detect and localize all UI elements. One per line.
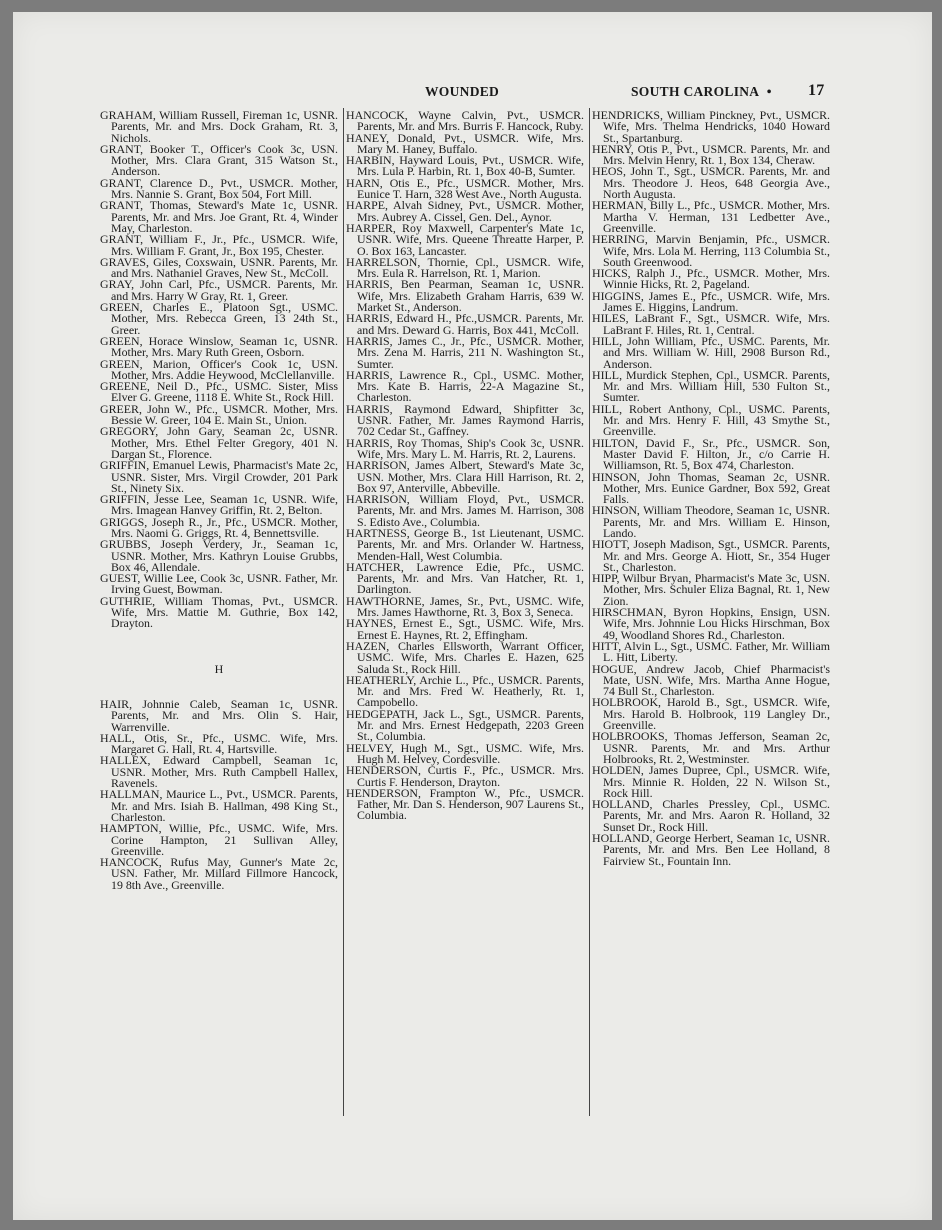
- casualty-entry: GREGORY, John Gary, Seaman 2c, USNR. Mother, Mrs. Ethel Felter Gregory, 401 N. Dargan St., Florence.: [100, 424, 338, 461]
- casualty-entry: HARRELSON, Thornie, Cpl., USMCR. Wife, Mrs. Eula R. Harrelson, Rt. 1, Marion.: [346, 254, 584, 281]
- casualty-entry: HARRISON, William Floyd, Pvt., USMCR. Parents, Mr. and Mrs. James M. Harrison, 308 S. Edisto Ave., Columbia.: [346, 492, 584, 529]
- casualty-entry: HIOTT, Joseph Madison, Sgt., USMCR. Parents, Mr. and Mrs. George A. Hiott, Sr., 354 Huger St., Charleston.: [592, 537, 830, 574]
- casualty-entry: HARTNESS, George B., 1st Lieutenant, USMC. Parents, Mr. and Mrs. Orlander W. Hartness, Menden-Hall, West Columbia.: [346, 525, 584, 563]
- casualty-entry: GREER, John W., Pfc., USMCR. Mother, Mrs. Bessie W. Greer, 104 E. Main St., Union.: [100, 401, 338, 428]
- casualty-entry: GRIFFIN, Jesse Lee, Seaman 1c, USNR. Wife, Mrs. Imagean Hanvey Griffin, Rt. 2, Belton.: [100, 492, 338, 518]
- casualty-entry: HAZEN, Charles Ellsworth, Warrant Officer, USMC. Wife, Mrs. Charles E. Hazen, 625 Saluda St., Rock Hill.: [346, 638, 584, 676]
- casualty-entry: HEDGEPATH, Jack L., Sgt., USMCR. Parents, Mr. and Mrs. Ernest Hedgepath, 2203 Green St., Columbia.: [346, 706, 584, 744]
- casualty-entry: HANCOCK, Rufus May, Gunner's Mate 2c, USN. Father, Mr. Millard Fillmore Hancock, 19 8th Ave., Greenville.: [100, 855, 338, 892]
- column-divider-1: [343, 108, 344, 1116]
- document-page: [13, 12, 932, 1220]
- casualty-entry: HAYNES, Ernest E., Sgt., USMC. Wife, Mrs. Ernest E. Haynes, Rt. 2, Effingham.: [346, 616, 584, 642]
- casualty-entry: HIPP, Wilbur Bryan, Pharmacist's Mate 3c, USN. Mother, Mrs. Schuler Eliza Bagnal, Rt. 1, New Zion.: [592, 571, 830, 608]
- casualty-entry: HERRING, Marvin Benjamin, Pfc., USMCR. Wife, Mrs. Lola M. Herring, 113 Columbia St., South Greenwood.: [592, 232, 830, 269]
- casualty-entry: GRIFFIN, Emanuel Lewis, Pharmacist's Mate 2c, USNR. Sister, Mrs. Virgil Crowder, 201 Park St., Ninety Six.: [100, 458, 338, 495]
- casualty-entry: GUTHRIE, William Thomas, Pvt., USMCR. Wife, Mrs. Mattie M. Guthrie, Box 142, Drayton.: [100, 593, 338, 631]
- casualty-entry: HEOS, John T., Sgt., USMCR. Parents, Mr. and Mrs. Theodore J. Heos, 648 Georgia Ave., North Augusta.: [592, 164, 830, 202]
- casualty-entry: HALLMAN, Maurice L., Pvt., USMCR. Parents, Mr. and Mrs. Isiah B. Hallman, 498 King St., Charleston.: [100, 787, 338, 824]
- casualty-entry: HICKS, Ralph J., Pfc., USMCR. Mother, Mrs. Winnie Hicks, Rt. 2, Pageland.: [592, 266, 830, 292]
- casualty-entry: HOLBROOKS, Thomas Jefferson, Seaman 2c, USNR. Parents, Mr. and Mrs. Arthur Holbrooks, Rt. 2, Westminster.: [592, 729, 830, 766]
- casualty-entry: HOLLAND, George Herbert, Seaman 1c, USNR. Parents, Mr. and Mrs. Ben Lee Holland, 8 Fairview St., Fountain Inn.: [592, 831, 830, 868]
- casualty-entry: GRANT, Booker T., Officer's Cook 3c, USN. Mother, Mrs. Clara Grant, 315 Watson St., Anderson.: [100, 141, 338, 179]
- casualty-entry: HINSON, William Theodore, Seaman 1c, USNR. Parents, Mr. and Mrs. William E. Hinson, Lando.: [592, 503, 830, 540]
- page-number: 17: [808, 82, 825, 99]
- casualty-entry: HIGGINS, James E., Pfc., USMCR. Wife, Mrs. James E. Higgins, Landrum.: [592, 288, 830, 315]
- casualty-entry: HILL, Robert Anthony, Cpl., USMC. Parents, Mr. and Mrs. Henry F. Hill, 43 Smythe St., Greenville.: [592, 401, 830, 439]
- casualty-entry: HOLBROOK, Harold B., Sgt., USMCR. Wife, Mrs. Harold B. Holbrook, 119 Langley Dr., Greenville.: [592, 695, 830, 733]
- casualty-entry: HAIR, Johnnie Caleb, Seaman 1c, USNR. Parents, Mr. and Mrs. Olin S. Hair, Warrenville.: [100, 696, 338, 734]
- column-2-entries: [346, 110, 584, 822]
- casualty-entry: HALL, Otis, Sr., Pfc., USMC. Wife, Mrs. Margaret G. Hall, Rt. 4, Hartsville.: [100, 730, 338, 757]
- casualty-entry: HOLDEN, James Dupree, Cpl., USMCR. Wife, Mrs. Minnie R. Holden, 22 N. Wilson St., Rock Hill.: [592, 763, 830, 800]
- casualty-entry: HEATHERLY, Archie L., Pfc., USMCR. Parents, Mr. and Mrs. Fred W. Heatherly, Rt. 1, Campobello.: [346, 672, 584, 710]
- casualty-entry: HILL, John William, Pfc., USMC. Parents, Mr. and Mrs. William W. Hill, 2908 Burson Rd., Anderson.: [592, 333, 830, 371]
- casualty-entry: HARRIS, James C., Jr., Pfc., USMCR. Mother, Mrs. Zena M. Harris, 211 N. Washington St., Sumter.: [346, 333, 584, 371]
- casualty-entry: HANEY, Donald, Pvt., USMCR. Wife, Mrs. Mary M. Haney, Buffalo.: [346, 130, 584, 156]
- state-name: SOUTH CAROLINA: [631, 84, 760, 99]
- casualty-entry: GRIGGS, Joseph R., Jr., Pfc., USMCR. Mother, Mrs. Naomi G. Griggs, Rt. 4, Bennettsville.: [100, 514, 338, 540]
- casualty-list: [100, 110, 830, 1120]
- column-divider-2: [589, 108, 590, 1116]
- casualty-entry: HARRIS, Ben Pearman, Seaman 1c, USNR. Wife, Mrs. Elizabeth Graham Harris, 639 W. Market St., Anderson.: [346, 277, 584, 315]
- casualty-entry: HARPE, Alvah Sidney, Pvt., USMCR. Mother, Mrs. Aubrey A. Cissel, Gen. Del., Aynor.: [346, 198, 584, 224]
- casualty-entry: GRUBBS, Joseph Verdery, Jr., Seaman 1c, USNR. Mother, Mrs. Kathryn Louise Grubbs, Box 46, Allendale.: [100, 537, 338, 574]
- page-header: [13, 82, 932, 104]
- casualty-entry: HIRSCHMAN, Byron Hopkins, Ensign, USN. Wife, Mrs. Johnnie Lou Hicks Hirschman, Box 49, Woodland Shores Rd., Charleston.: [592, 605, 830, 642]
- casualty-entry: HILTON, David F., Sr., Pfc., USMCR. Son, Master David F. Hilton, Jr., c/o Carrie H. Williamson, Rt. 5, Box 474, Charleston.: [592, 435, 830, 473]
- casualty-entry: GRANT, William F., Jr., Pfc., USMCR. Wife, Mrs. William F. Grant, Jr., Box 195, Chester.: [100, 232, 338, 258]
- casualty-entry: HARRIS, Roy Thomas, Ship's Cook 3c, USNR. Wife, Mrs. Mary L. M. Harris, Rt. 2, Laurens.: [346, 435, 584, 461]
- section-letter-h: H: [214, 661, 224, 676]
- casualty-entry: HARRIS, Edward H., Pfc.,USMCR. Parents, Mr. and Mrs. Deward G. Harris, Box 441, McColl.: [346, 311, 584, 337]
- casualty-entry: GREEN, Marion, Officer's Cook 1c, USN. Mother, Mrs. Addie Heywood, McClellanville.: [100, 356, 338, 382]
- section-title: WOUNDED: [425, 84, 500, 99]
- column-2: [346, 110, 584, 822]
- casualty-entry: HERMAN, Billy L., Pfc., USMCR. Mother, Mrs. Martha V. Herman, 131 Ledbetter Ave., Greenville.: [592, 198, 830, 235]
- casualty-entry: GRAY, John Carl, Pfc., USMCR. Parents, Mr. and Mrs. Harry W Gray, Rt. 1, Greer.: [100, 277, 338, 303]
- casualty-entry: HARRISON, James Albert, Steward's Mate 3c, USN. Mother, Mrs. Clara Hill Harrison, Rt. 2, Box 97, Anterville, Abbeville.: [346, 458, 584, 495]
- casualty-entry: HENDRICKS, William Pinckney, Pvt., USMCR. Wife, Mrs. Thelma Hendricks, 1040 Howard St., Spartanburg.: [592, 108, 830, 145]
- casualty-entry: HOGUE, Andrew Jacob, Chief Pharmacist's Mate, USN. Wife, Mrs. Martha Anne Hogue, 74 Bull St., Charleston.: [592, 661, 830, 699]
- column-1-entries-after: [100, 696, 338, 892]
- column-1-entries: [100, 110, 338, 630]
- state-title: [631, 84, 772, 100]
- casualty-entry: HARBIN, Hayward Louis, Pvt., USMCR. Wife, Mrs. Lula P. Harbin, Rt. 1, Box 40-B, Sumter.: [346, 153, 584, 179]
- column-3-entries: [592, 110, 830, 867]
- casualty-entry: GUEST, Willie Lee, Cook 3c, USNR. Father, Mr. Irving Guest, Bowman.: [100, 571, 338, 597]
- casualty-entry: HAWTHORNE, James, Sr., Pvt., USMC. Wife, Mrs. James Hawthorne, Rt. 3, Box 3, Seneca.: [346, 593, 584, 620]
- casualty-entry: HOLLAND, Charles Pressley, Cpl., USMC. Parents, Mr. and Mrs. Aaron R. Holland, 32 Sunset Dr., Rock Hill.: [592, 797, 830, 834]
- casualty-entry: HATCHER, Lawrence Edie, Pfc., USMC. Parents, Mr. and Mrs. Van Hatcher, Rt. 1, Darlington.: [346, 559, 584, 597]
- casualty-entry: GREEN, Charles E., Platoon Sgt., USMC. Mother, Mrs. Rebecca Green, 13 24th St., Greer.: [100, 300, 338, 337]
- casualty-entry: HARN, Otis E., Pfc., USMCR. Mother, Mrs. Eunice T. Harn, 328 West Ave., North Augusta.: [346, 175, 584, 202]
- casualty-entry: HENDERSON, Curtis F., Pfc., USMCR. Mrs. Curtis F. Henderson, Drayton.: [346, 763, 584, 789]
- casualty-entry: GRAHAM, William Russell, Fireman 1c, USNR. Parents, Mr. and Mrs. Dock Graham, Rt. 3, Nichols.: [100, 108, 338, 145]
- column-1: [100, 110, 338, 891]
- casualty-entry: HARRIS, Raymond Edward, Shipfitter 3c, USNR. Father, Mr. James Raymond Harris, 702 Cedar St., Gaffney.: [346, 401, 584, 439]
- casualty-entry: HILES, LaBrant F., Sgt., USMCR. Wife, Mrs. LaBrant F. Hiles, Rt. 1, Central.: [592, 311, 830, 337]
- casualty-entry: HITT, Alvin L., Sgt., USMC. Father, Mr. William L. Hitt, Liberty.: [592, 638, 830, 665]
- casualty-entry: GREENE, Neil D., Pfc., USMC. Sister, Miss Elver G. Greene, 1118 E. White St., Rock Hill.: [100, 379, 338, 405]
- casualty-entry: HILL, Murdick Stephen, Cpl., USMCR. Parents, Mr. and Mrs. William Hill, 530 Fulton St., Sumter.: [592, 367, 830, 405]
- casualty-entry: HINSON, John Thomas, Seaman 2c, USNR. Mother, Mrs. Eunice Gardner, Box 592, Great Falls.: [592, 469, 830, 507]
- casualty-entry: HARRIS, Lawrence R., Cpl., USMC. Mother, Mrs. Kate B. Harris, 22-A Magazine St., Charleston.: [346, 367, 584, 405]
- casualty-entry: HARPER, Roy Maxwell, Carpenter's Mate 1c, USNR. Wife, Mrs. Queene Threatte Harper, P. O. Box 163, Lancaster.: [346, 220, 584, 258]
- casualty-entry: GRAVES, Giles, Coxswain, USNR. Parents, Mr. and Mrs. Nathaniel Graves, New St., McColl.: [100, 254, 338, 281]
- header-bullet: •: [766, 84, 772, 99]
- casualty-entry: HANCOCK, Wayne Calvin, Pvt., USMCR. Parents, Mr. and Mrs. Burris F. Hancock, Ruby.: [346, 108, 584, 134]
- casualty-entry: HAMPTON, Willie, Pfc., USMC. Wife, Mrs. Corine Hampton, 21 Sullivan Alley, Greenville.: [100, 821, 338, 858]
- column-3: [592, 110, 830, 867]
- casualty-entry: GREEN, Horace Winslow, Seaman 1c, USNR. Mother, Mrs. Mary Ruth Green, Osborn.: [100, 333, 338, 360]
- casualty-entry: HENDERSON, Frampton W., Pfc., USMCR. Father, Mr. Dan S. Henderson, 907 Laurens St., Columbia.: [346, 785, 584, 823]
- casualty-entry: HALLEX, Edward Campbell, Seaman 1c, USNR. Mother, Mrs. Ruth Campbell Hallex, Ravenels.: [100, 753, 338, 791]
- casualty-entry: HENRY, Otis P., Pvt., USMCR. Parents, Mr. and Mrs. Melvin Henry, Rt. 1, Box 134, Cheraw.: [592, 141, 830, 168]
- casualty-entry: GRANT, Clarence D., Pvt., USMCR. Mother, Mrs. Nannie S. Grant, Box 504, Fort Mill.: [100, 175, 338, 202]
- casualty-entry: HELVEY, Hugh M., Sgt., USMC. Wife, Mrs. Hugh M. Helvey, Cordesville.: [346, 740, 584, 766]
- casualty-entry: GRANT, Thomas, Steward's Mate 1c, USNR. Parents, Mr. and Mrs. Joe Grant, Rt. 4, Winder May, Charleston.: [100, 198, 338, 235]
